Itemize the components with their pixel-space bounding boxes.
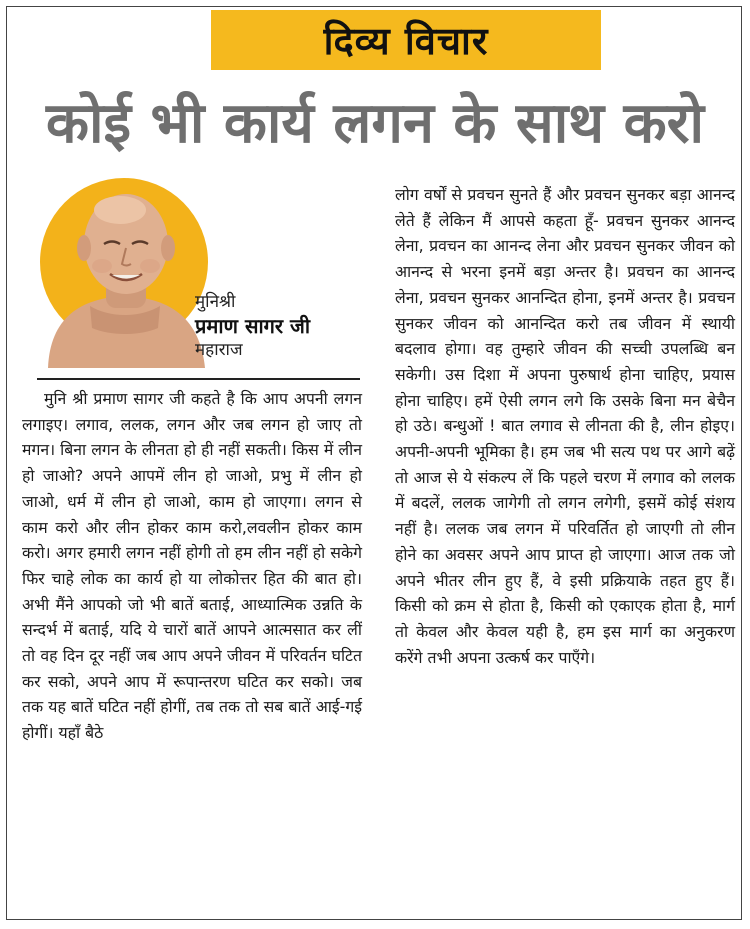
- section-label-band: [211, 10, 601, 70]
- headline: कोई भी कार्य लगन के साथ करो: [46, 91, 704, 156]
- section-label: दिव्य विचार: [323, 19, 489, 63]
- author-title: मुनिश्री: [195, 292, 236, 312]
- article-column-right: [395, 182, 735, 907]
- author-portrait: [40, 178, 210, 368]
- monk-portrait-image: [40, 178, 210, 368]
- author-suffix: महाराज: [195, 340, 243, 360]
- article-body-left: मुनि श्री प्रमाण सागर जी कहते है कि आप अपनी लगन लगाइए। लगाव, ललक, लगन और जब लगन हो जाए तो मगन। बिना लगन के लीनता हो ही नहीं सकती। किस में लीन हो जाओ? अपने आपमें लीन हो जाओ, प्रभु में लीन हो जाओ, धर्म में लीन हो जाओ, काम हो जाएगा। लगन से काम करो और लीन होकर काम करो,लवलीन होकर काम करो। अगर हमारी लगन नहीं होगी तो हम लीन नहीं हो सकेगे फिर चाहे लोक का कार्य हो या लोकोत्तर हित की बात हो। अभी मैंने आपको जो भी बातें बताई, आध्यात्मिक उन्नति के सन्दर्भ में बताई, यदि ये चारों बातें आपने आत्मसात कर लीं तो वह दिन दूर नहीं जब आप अपने जीवन में परिवर्तन घटित कर सको, अपने आप में रूपान्तरण घटित कर सको। जब तक यह बातें घटित नहीं होगीं, तब तक तो सब बातें आई-गई होगीं। यहाँ बैठे: [22, 389, 362, 743]
- author-name: प्रमाण सागर जी: [195, 314, 311, 338]
- byline-divider: [37, 378, 360, 380]
- article-column-left: [22, 386, 362, 906]
- article-body-right: लोग वर्षों से प्रवचन सुनते हैं और प्रवचन सुनकर बड़ा आनन्द लेते हैं लेकिन मैं आपसे कहता हूँ- प्रवचन सुनकर आनन्द लेना, प्रवचन का आनन्द लेना और प्रवचन सुनकर जीवन को आनन्द से भरना इनमें बड़ा अन्तर है। प्रवचन का आनन्द लेना, प्रवचन सुनकर आनन्दित होना, इनमें अन्तर है। प्रवचन सुनकर जीवन को आनन्दित करो तब जीवन में स्थायी बदलाव होगा। वह तुम्हारे जीवन की सच्ची उपलब्धि बन सकेगी। उस दिशा में अपना पुरुषार्थ होना चाहिए, प्रयास होना चाहिए। हमें ऐसी लगन लगे कि उसके बिना मन बेचैन हो उठे। बन्धुओं ! बात लगाव से लीनता की है, लीन होइए। अपनी-अपनी भूमिका है। हम जब भी सत्य पथ पर आगे बढ़ें तो आज से ये संकल्प लें कि पहले चरण में लगाव को ललक में बदलें, ललक जागेगी तो लगन लगेगी, इसमें कोई संशय नहीं है। ललक जब लगन में परिवर्तित हो जाएगी तो लीन होने का अवसर अपने आप प्राप्त हो जाएगा। आज तक जो अपने भीतर लीन हुए हैं, वे इसी प्रक्रियाके तहत हुए हैं। किसी को क्रम से होता है, किसी को एकाएक होता है, मार्ग तो केवल और केवल यही है, हम इस मार्ग का अनुकरण करेंगे तभी अपना उत्कर्ष कर पाएँगे।: [395, 185, 735, 667]
- author-byline: [195, 290, 365, 362]
